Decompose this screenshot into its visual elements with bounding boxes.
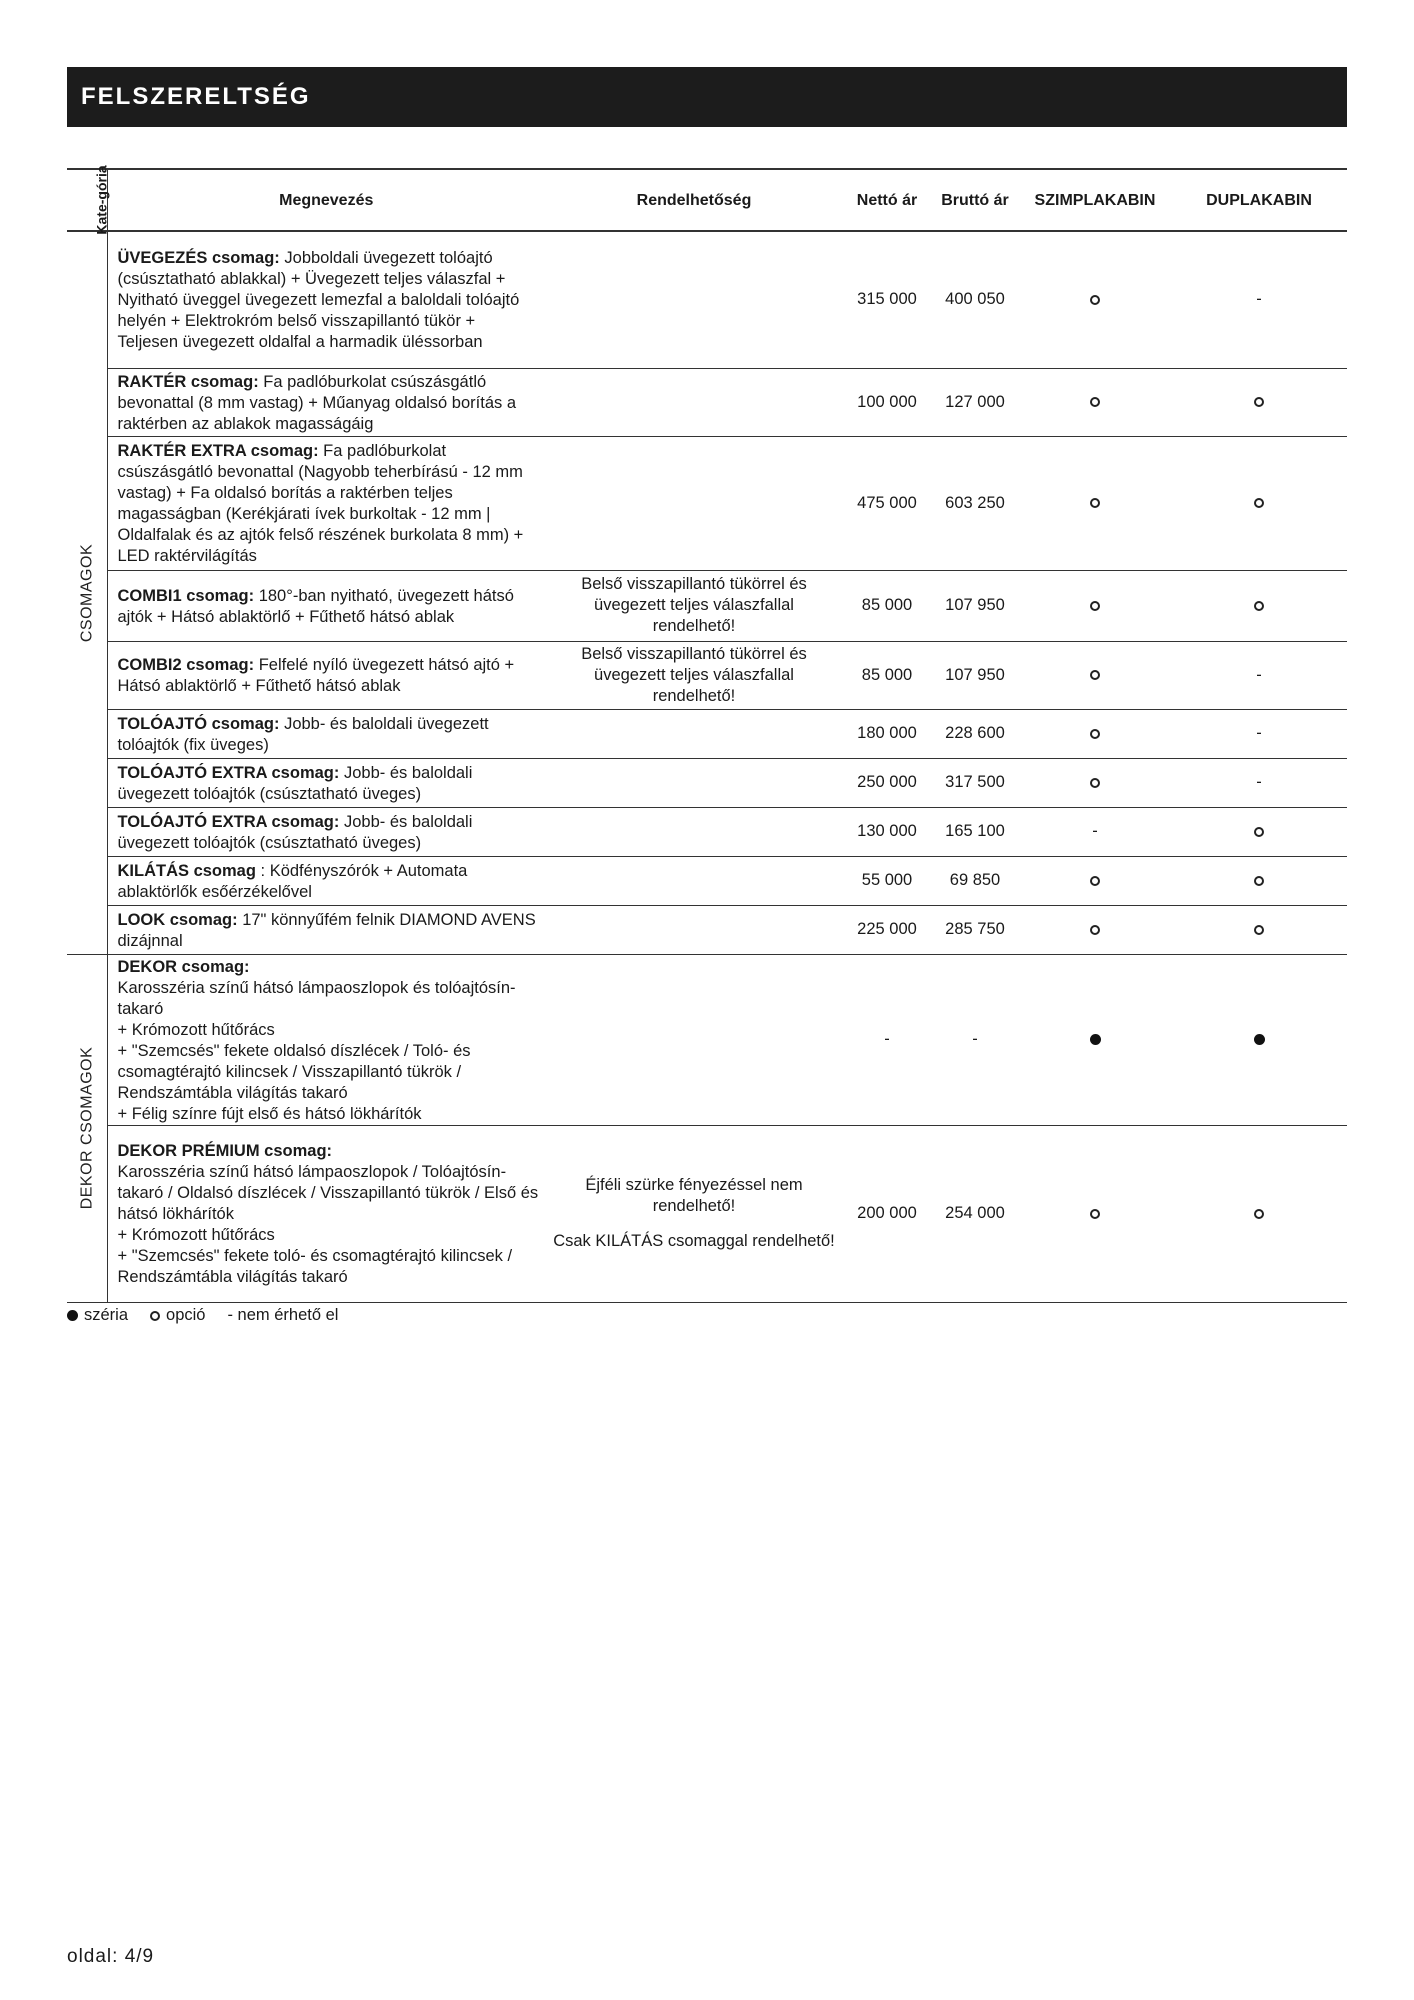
single-cab-availability xyxy=(1019,1125,1171,1302)
package-title: TOLÓAJTÓ EXTRA csomag: xyxy=(117,763,340,782)
package-description: Jobb- és baloldali üvegezett tolóajtók (csúsztatható üveges) xyxy=(117,812,473,852)
double-cab-availability xyxy=(1171,368,1347,436)
package-description: Fa padlóburkolat csúszásgátló bevonattal (Nagyobb teherbírású - 12 mm vastag) + Fa oldalsó borítás a raktérben teljes magasságban (Kerékjárati ívek burkoltak - 12 mm | Oldalfalak és az ajtók felső részének burkolata 8 mm) + LED raktérvilágítás xyxy=(117,442,524,565)
table-row xyxy=(67,1125,1347,1302)
double-cab-availability xyxy=(1171,570,1347,641)
package-title: TOLÓAJTÓ EXTRA csomag: xyxy=(117,812,340,831)
table-row xyxy=(67,758,1347,807)
net-price: 475 000 xyxy=(843,436,931,570)
equipment-table xyxy=(67,164,1347,1303)
double-cab-availability xyxy=(1171,709,1347,758)
availability-cell xyxy=(545,368,843,436)
single-cab-availability xyxy=(1019,758,1171,807)
single-cab-availability xyxy=(1019,570,1171,641)
table-row xyxy=(67,368,1347,436)
package-title: KILÁTÁS csomag xyxy=(117,861,256,880)
table-row xyxy=(67,954,1347,1125)
package-description: Felfelé nyíló üvegezett hátsó ajtó + Hátsó ablaktörlő + Fűthető hátsó ablak xyxy=(117,656,515,695)
package-description-line: + "Szemcsés" fekete oldalsó díszlécek / Toló- és csomagtérajtó kilincsek / Visszapillantó tükrök / Rendszámtábla világítás takaró xyxy=(117,1041,471,1102)
table-header-row xyxy=(67,169,1347,231)
net-price: 55 000 xyxy=(843,856,931,905)
package-description-line: + "Szemcsés" fekete toló- és csomagtérajtó kilincsek / Rendszámtábla világítás takaró xyxy=(117,1247,513,1286)
package-description: Jobb- és baloldali üvegezett tolóajtók (fix üveges) xyxy=(117,714,489,754)
filled-dot-icon xyxy=(67,1310,78,1321)
availability-cell xyxy=(545,436,843,570)
table-row xyxy=(67,436,1347,570)
package-description: : Ködfényszórók + Automata ablaktörlők esőérzékelővel xyxy=(117,861,468,901)
single-cab-availability xyxy=(1019,368,1171,436)
package-description: Jobboldali üvegezett tolóajtó (csúsztatható ablakkal) + Üvegezett teljes válaszfal + Nyitható üveggel üvegezett lemezfal a baloldali tolóajtó helyén + Elektrokróm belső visszapillantó tükör + Teljesen üvegezett oldalfal a harmadik üléssorban xyxy=(117,249,520,352)
double-cab-availability xyxy=(1171,807,1347,856)
double-cab-availability xyxy=(1171,641,1347,709)
dash-icon: - xyxy=(1256,724,1262,742)
net-price: 85 000 xyxy=(843,570,931,641)
category-label: DEKOR CSOMAGOK xyxy=(78,1046,96,1210)
gross-price: 107 950 xyxy=(931,570,1019,641)
column-header-single-cab: SZIMPLAKABIN xyxy=(1019,169,1171,231)
availability-note: Csak KILÁTÁS csomaggal rendelhető! xyxy=(553,1232,835,1250)
double-cab-availability xyxy=(1171,856,1347,905)
category-cell xyxy=(67,231,107,954)
circle-icon xyxy=(1254,876,1264,886)
availability-note: Belső visszapillantó tükörrel és üvegezett teljes válaszfallal rendelhető! xyxy=(581,644,807,705)
single-cab-availability xyxy=(1019,807,1171,856)
net-price: 180 000 xyxy=(843,709,931,758)
package-description: 17" könnyűfém felnik DIAMOND AVENS dizájnnal xyxy=(117,910,536,950)
availability-cell xyxy=(545,641,843,709)
availability-cell xyxy=(545,954,843,1125)
package-title: TOLÓAJTÓ csomag: xyxy=(117,714,280,733)
package-description: Fa padlóburkolat csúszásgátló bevonattal (8 mm vastag) + Műanyag oldalsó borítás a raktérben az ablakok magasságáig xyxy=(117,372,517,433)
package-name-cell xyxy=(107,570,545,641)
gross-price: 228 600 xyxy=(931,709,1019,758)
page-number: oldal: 4/9 xyxy=(67,1946,155,1967)
column-header-category: Kate-gória xyxy=(67,169,107,231)
net-price: 100 000 xyxy=(843,368,931,436)
single-cab-availability xyxy=(1019,856,1171,905)
filled-dot-icon xyxy=(1090,1034,1101,1045)
column-header-name: Megnevezés xyxy=(107,169,545,231)
net-price: 250 000 xyxy=(843,758,931,807)
dash-icon: - xyxy=(1092,822,1098,840)
gross-price: - xyxy=(931,954,1019,1125)
gross-price: 285 750 xyxy=(931,905,1019,954)
category-label: CSOMAGOK xyxy=(78,543,96,642)
net-price: 315 000 xyxy=(843,231,931,368)
gross-price: 69 850 xyxy=(931,856,1019,905)
net-price: 225 000 xyxy=(843,905,931,954)
double-cab-availability xyxy=(1171,758,1347,807)
gross-price: 107 950 xyxy=(931,641,1019,709)
package-description: 180°-ban nyitható, üvegezett hátsó ajtók + Hátsó ablaktörlő + Fűthető hátsó ablak xyxy=(117,586,514,626)
circle-icon xyxy=(1090,778,1100,788)
column-header-double-cab: DUPLAKABIN xyxy=(1171,169,1347,231)
table-row xyxy=(67,807,1347,856)
package-name-cell xyxy=(107,231,545,368)
package-name-cell xyxy=(107,954,545,1125)
availability-cell xyxy=(545,1125,843,1302)
table-row xyxy=(67,856,1347,905)
gross-price: 317 500 xyxy=(931,758,1019,807)
dash-icon: - xyxy=(1256,665,1262,684)
single-cab-availability xyxy=(1019,709,1171,758)
package-description-line: Karosszéria színű hátsó lámpaoszlopok és tolóajtósín-takaró xyxy=(117,978,516,1018)
package-title: COMBI2 csomag: xyxy=(117,656,255,674)
double-cab-availability xyxy=(1171,1125,1347,1302)
gross-price: 254 000 xyxy=(931,1125,1019,1302)
table-row xyxy=(67,709,1347,758)
package-name-cell xyxy=(107,758,545,807)
single-cab-availability xyxy=(1019,231,1171,368)
package-title: ÜVEGEZÉS csomag: xyxy=(117,249,280,268)
circle-icon xyxy=(1090,670,1100,680)
legend-option: opció xyxy=(150,1306,205,1325)
page-title: FELSZERELTSÉG xyxy=(81,83,311,110)
single-cab-availability xyxy=(1019,436,1171,570)
double-cab-availability xyxy=(1171,905,1347,954)
single-cab-availability xyxy=(1019,954,1171,1125)
package-name-cell xyxy=(107,856,545,905)
table-row xyxy=(67,641,1347,709)
legend xyxy=(67,1306,338,1325)
legend-unavailable: - nem érhető el xyxy=(227,1306,339,1324)
package-title: DEKOR PRÉMIUM csomag: xyxy=(117,1142,333,1160)
table-row xyxy=(67,570,1347,641)
availability-cell xyxy=(545,709,843,758)
package-name-cell xyxy=(107,436,545,570)
package-description: Jobb- és baloldali üvegezett tolóajtók (csúsztatható üveges) xyxy=(117,763,473,803)
dash-icon: - xyxy=(1256,773,1262,791)
single-cab-availability xyxy=(1019,641,1171,709)
net-price: 130 000 xyxy=(843,807,931,856)
package-description-line: + Félig színre fújt első és hátsó lökhárítók xyxy=(117,1104,422,1123)
availability-cell xyxy=(545,905,843,954)
column-header-net-price: Nettó ár xyxy=(843,169,931,231)
circle-icon xyxy=(1090,295,1100,305)
package-description-line: + Krómozott hűtőrács xyxy=(117,1020,275,1039)
dash-icon: - xyxy=(1256,290,1262,309)
gross-price: 400 050 xyxy=(931,231,1019,368)
circle-icon xyxy=(1090,925,1100,935)
circle-icon xyxy=(1090,498,1100,508)
circle-icon xyxy=(1254,498,1264,508)
circle-icon xyxy=(1254,827,1264,837)
circle-icon xyxy=(1254,397,1264,407)
availability-note: Belső visszapillantó tükörrel és üvegezett teljes válaszfallal rendelhető! xyxy=(581,575,807,635)
package-name-cell xyxy=(107,905,545,954)
table-row xyxy=(67,231,1347,368)
column-header-gross-price: Bruttó ár xyxy=(931,169,1019,231)
package-name-cell xyxy=(107,709,545,758)
category-cell xyxy=(67,954,107,1302)
double-cab-availability xyxy=(1171,436,1347,570)
filled-dot-icon xyxy=(1254,1034,1265,1045)
package-title: DEKOR csomag: xyxy=(117,957,250,976)
circle-icon xyxy=(1254,601,1264,611)
net-price: - xyxy=(843,954,931,1125)
availability-cell xyxy=(545,807,843,856)
double-cab-availability xyxy=(1171,954,1347,1125)
package-name-cell xyxy=(107,1125,545,1302)
package-name-cell xyxy=(107,807,545,856)
column-header-availability: Rendelhetőség xyxy=(545,169,843,231)
availability-cell xyxy=(545,570,843,641)
package-description-line: Karosszéria színű hátsó lámpaoszlopok / Tolóajtósín-takaró / Oldalsó díszlécek / Visszapillantó tükrök / Első és hátsó lökhárítók xyxy=(117,1163,539,1223)
double-cab-availability xyxy=(1171,231,1347,368)
single-cab-availability xyxy=(1019,905,1171,954)
package-name-cell xyxy=(107,641,545,709)
net-price: 200 000 xyxy=(843,1125,931,1302)
circle-icon xyxy=(1090,397,1100,407)
package-title: RAKTÉR csomag: xyxy=(117,372,259,391)
circle-icon xyxy=(1254,925,1264,935)
circle-icon xyxy=(1090,601,1100,611)
availability-cell xyxy=(545,231,843,368)
circle-icon xyxy=(1090,729,1100,739)
availability-cell xyxy=(545,758,843,807)
package-name-cell xyxy=(107,368,545,436)
availability-note: Éjféli szürke fényezéssel nem rendelhető! xyxy=(585,1176,803,1215)
package-title: LOOK csomag: xyxy=(117,910,238,929)
package-title: COMBI1 csomag: xyxy=(117,586,255,605)
table-row xyxy=(67,905,1347,954)
package-title: RAKTÉR EXTRA csomag: xyxy=(117,442,319,460)
gross-price: 127 000 xyxy=(931,368,1019,436)
gross-price: 603 250 xyxy=(931,436,1019,570)
availability-cell xyxy=(545,856,843,905)
net-price: 85 000 xyxy=(843,641,931,709)
gross-price: 165 100 xyxy=(931,807,1019,856)
circle-icon xyxy=(1090,1209,1100,1219)
page-banner xyxy=(67,67,1347,127)
legend-standard: széria xyxy=(67,1306,128,1325)
circle-icon xyxy=(1090,876,1100,886)
circle-icon xyxy=(1254,1209,1264,1219)
circle-icon xyxy=(150,1311,160,1321)
package-description-line: + Krómozott hűtőrács xyxy=(117,1226,275,1244)
